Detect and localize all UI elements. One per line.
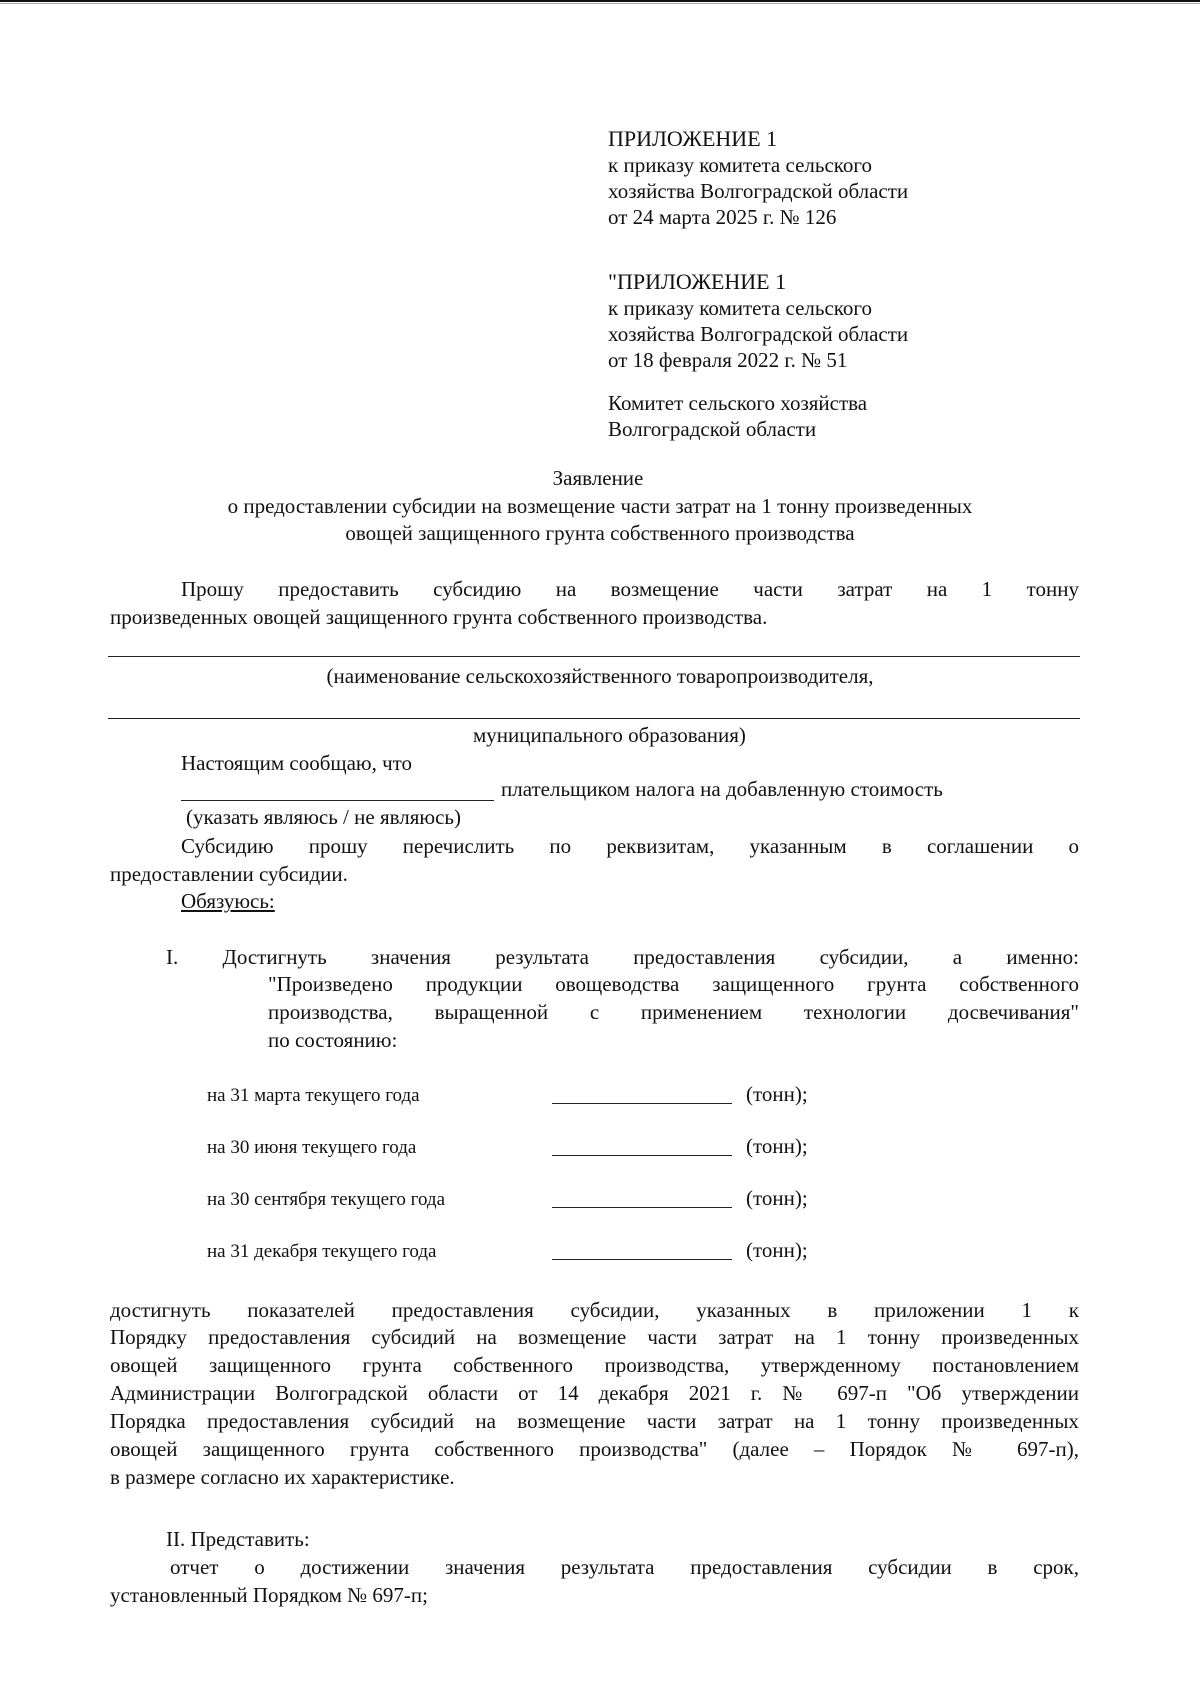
appendix-new-line2: хозяйства Волгоградской области — [608, 179, 909, 203]
request-line1: Прошу предоставить субсидию на возмещение части затрат на 1 тонну — [181, 577, 1079, 601]
date-row-unit: (тонн); — [746, 1082, 808, 1106]
scan-top-edge-shadow — [0, 3, 1200, 4]
date-row-label: на 31 марта текущего года — [207, 1085, 420, 1106]
obligation-label: Обязуюсь: — [181, 889, 275, 913]
date-row-blank — [552, 1259, 732, 1260]
section1-line4: по состоянию: — [268, 1028, 398, 1052]
request-line2: произведенных овощей защищенного грунта собственного производства. — [110, 605, 768, 629]
indicators-line7: в размере согласно их характеристике. — [110, 1465, 455, 1489]
vat-payer-text: плательщиком налога на добавленную стоимость — [501, 777, 943, 801]
date-row-unit: (тонн); — [746, 1134, 808, 1158]
scan-top-edge — [0, 0, 1200, 2]
vat-intro: Настоящим сообщаю, что — [181, 751, 413, 775]
section1-line1: I. Достигнуть значения результата предоставления субсидии, а именно: — [166, 945, 1079, 969]
date-row-blank — [552, 1103, 732, 1104]
statement-title: Заявление — [552, 466, 644, 490]
section1-line2: "Произведено продукции овощеводства защищенного грунта собственного — [268, 972, 1079, 996]
producer-name-blank — [108, 656, 1080, 657]
indicators-line4: Администрации Волгоградской области от 14 декабря 2021 г. № 697-п "Об утверждении — [110, 1381, 1079, 1405]
municipality-blank — [108, 718, 1080, 719]
statement-subtitle-line2: овощей защищенного грунта собственного производства — [345, 521, 855, 545]
indicators-line1: достигнуть показателей предоставления субсидии, указанных в приложении 1 к — [110, 1298, 1079, 1322]
appendix-old-block — [608, 269, 1048, 373]
appendix-new-line3: от 24 марта 2025 г. № 126 — [608, 205, 837, 229]
date-row-blank — [552, 1155, 732, 1156]
appendix-new-line1: к приказу комитета сельского — [608, 153, 873, 177]
addressee-block — [608, 390, 1048, 442]
indicators-line5: Порядка предоставления субсидий на возмещение части затрат на 1 тонну произведенных — [110, 1409, 1079, 1433]
vat-hint: (указать являюсь / не являюсь) — [186, 805, 461, 829]
transfer-line2: предоставлении субсидии. — [110, 862, 348, 886]
date-row-unit: (тонн); — [746, 1238, 808, 1262]
section1-line3: производства, выращенной с применением технологии досвечивания" — [268, 1000, 1079, 1024]
indicators-line2: Порядку предоставления субсидий на возмещение части затрат на 1 тонну произведенных — [110, 1325, 1079, 1349]
date-row-label: на 31 декабря текущего года — [207, 1241, 437, 1262]
appendix-new-block — [608, 126, 1048, 230]
date-row-blank — [552, 1207, 732, 1208]
appendix-new-title: ПРИЛОЖЕНИЕ 1 — [608, 126, 778, 151]
date-row-label: на 30 июня текущего года — [207, 1137, 417, 1158]
appendix-old-line1: к приказу комитета сельского — [608, 296, 873, 320]
section2-line2: установленный Порядком № 697-п; — [110, 1583, 428, 1607]
statement-subtitle-line1: о предоставлении субсидии на возмещение части затрат на 1 тонну произведенных — [227, 494, 973, 518]
appendix-old-title: "ПРИЛОЖЕНИЕ 1 — [608, 269, 787, 294]
addressee-line2: Волгоградской области — [608, 417, 817, 441]
section2-line1: отчет о достижении значения результата предоставления субсидии в срок, — [170, 1555, 1079, 1579]
date-row-label: на 30 сентября текущего года — [207, 1189, 446, 1210]
producer-name-caption: (наименование сельскохозяйственного товаропроизводителя, — [326, 664, 874, 688]
date-row-unit: (тонн); — [746, 1186, 808, 1210]
indicators-line6: овощей защищенного грунта собственного производства" (далее – Порядок № 697-п), — [110, 1437, 1079, 1461]
municipality-caption: муниципального образования) — [473, 723, 746, 747]
addressee-line1: Комитет сельского хозяйства — [608, 391, 868, 415]
vat-status-blank — [181, 800, 494, 801]
indicators-line3: овощей защищенного грунта собственного производства, утвержденному постановлением — [110, 1353, 1079, 1377]
transfer-line1: Субсидию прошу перечислить по реквизитам, указанным в соглашении о — [181, 834, 1079, 858]
section2-title: II. Представить: — [166, 1527, 310, 1551]
appendix-old-line2: хозяйства Волгоградской области — [608, 322, 909, 346]
appendix-old-line3: от 18 февраля 2022 г. № 51 — [608, 348, 848, 372]
